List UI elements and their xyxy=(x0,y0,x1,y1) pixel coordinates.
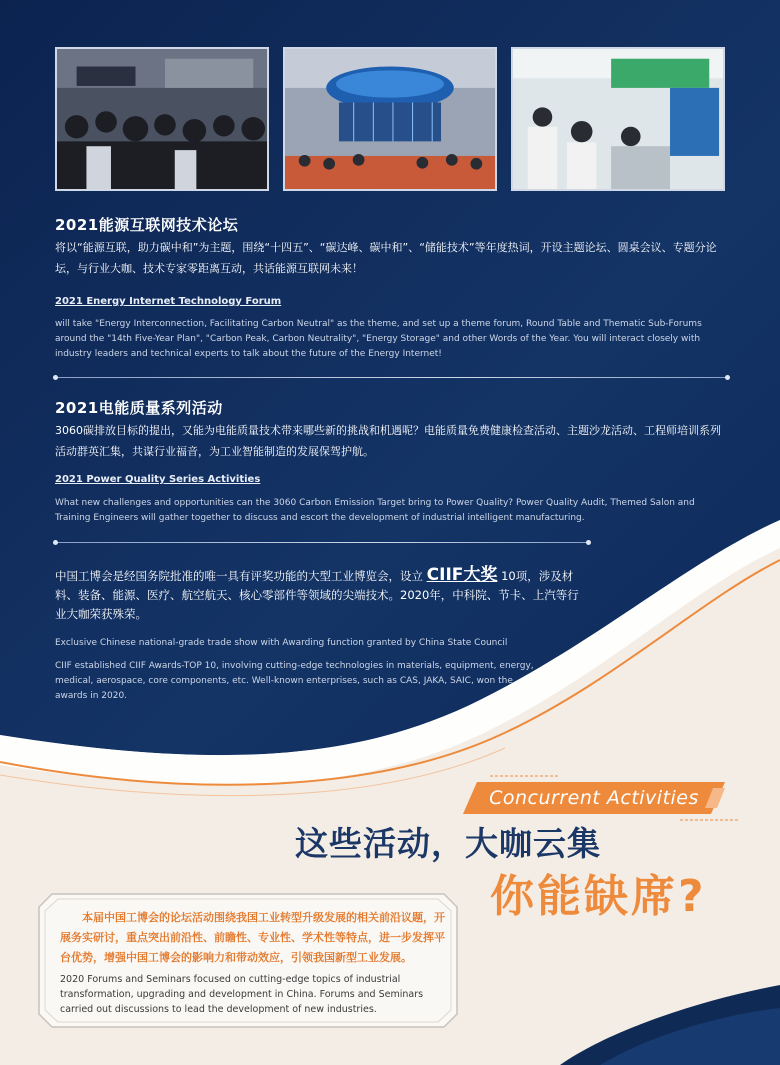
section2-body-cn: 3060碳排放目标的提出，又能为电能质量技术带来哪些新的挑战和机遇呢？电能质量免费健康检查活动、主题沙龙活动、工程师培训系列活动群英汇集，共谋行业福音，为工业智能制造的发展保驾护航。 xyxy=(55,424,721,458)
forum-summary-en: 2020 Forums and Seminars focused on cutting-edge topics of industrial transformation, upgrading and development in China. Forums and Seminars carried out discussions to lead the development of new industries. xyxy=(60,974,424,1015)
ciif-intro-cn-pre: 中国工博会是经国务院批准的唯一具有评奖功能的大型工业博览会，设立 xyxy=(55,569,423,583)
section1-title-en: 2021 Energy Internet Technology Forum xyxy=(55,296,282,307)
ciif-award-badge: CIIF大奖 xyxy=(426,565,498,585)
section1-body-en: will take "Energy Interconnection, Facilitating Carbon Neutral" as the theme, and set up a theme forum, Round Table and Thematic Sub-Forums around the "14th Five-Year Plan", "Carbon Peak, Carbon Neutrality", "Energy Storage" and other Words of the Year. You will interact closely with industry leaders and technical experts to talk about the future of the Energy Internet! xyxy=(55,319,702,359)
forum-audience-photo xyxy=(55,47,269,191)
forum-summary-cn: 本届中国工博会的论坛活动围绕我国工业转型升级发展的相关前沿议题，开展务实研讨，重点突出前沿性、前瞻性、专业性、学术性等特点，进一步发挥平台优势，增强中国工博会的影响力和带动效应，引领我国新型工业发展。 xyxy=(60,911,445,964)
section2-body-en: What new challenges and opportunities can the 3060 Carbon Emission Target bring to Power Quality? Power Quality Audit, Themed Salon and Training Engineers will gather together to discuss and escort the development of industrial intelligent manufacturing. xyxy=(55,498,695,523)
ciif-intro-cn-post: 10项，涉及材料、装备、能源、医疗、航空航天、核心零部件等领域的尖端技术。2020年，中科院、节卡、上汽等行业大咖荣获殊荣。 xyxy=(55,569,579,621)
ciif-intro-cn xyxy=(55,566,585,624)
section2-title-en: 2021 Power Quality Series Activities xyxy=(55,474,261,485)
ciif-intro-en-1: Exclusive Chinese national-grade trade show with Awarding function granted by China State Council xyxy=(55,638,508,648)
ciif-intro-en-2: CIIF established CIIF Awards-TOP 10, involving cutting-edge technologies in materials, equipment, energy, medical, aerospace, core components, etc. Well-known enterprises, such as CAS, JAKA, SAIC, won the awards in 2020. xyxy=(55,661,534,701)
section1-title-cn: 2021能源互联网技术论坛 xyxy=(55,216,239,234)
concurrent-activities-text: Concurrent Activities xyxy=(489,787,699,809)
headline-question: 你能缺席? xyxy=(490,871,707,922)
divider-line xyxy=(55,542,589,543)
exhibition-hall-photo xyxy=(283,47,497,191)
divider-line xyxy=(55,377,728,378)
section2-title-cn: 2021电能质量系列活动 xyxy=(55,399,223,417)
headline-primary: 这些活动，大咖云集 xyxy=(295,824,601,863)
booth-visitors-photo xyxy=(511,47,725,191)
section1-body-cn: 将以“能源互联，助力碳中和”为主题，围绕“十四五”、“碳达峰、碳中和”、“储能技术”等年度热词，开设主题论坛、圆桌会议、专题分论坛，与行业大咖、技术专家零距离互动，共话能源互联网未来！ xyxy=(55,241,717,275)
concurrent-activities-label xyxy=(463,782,725,814)
